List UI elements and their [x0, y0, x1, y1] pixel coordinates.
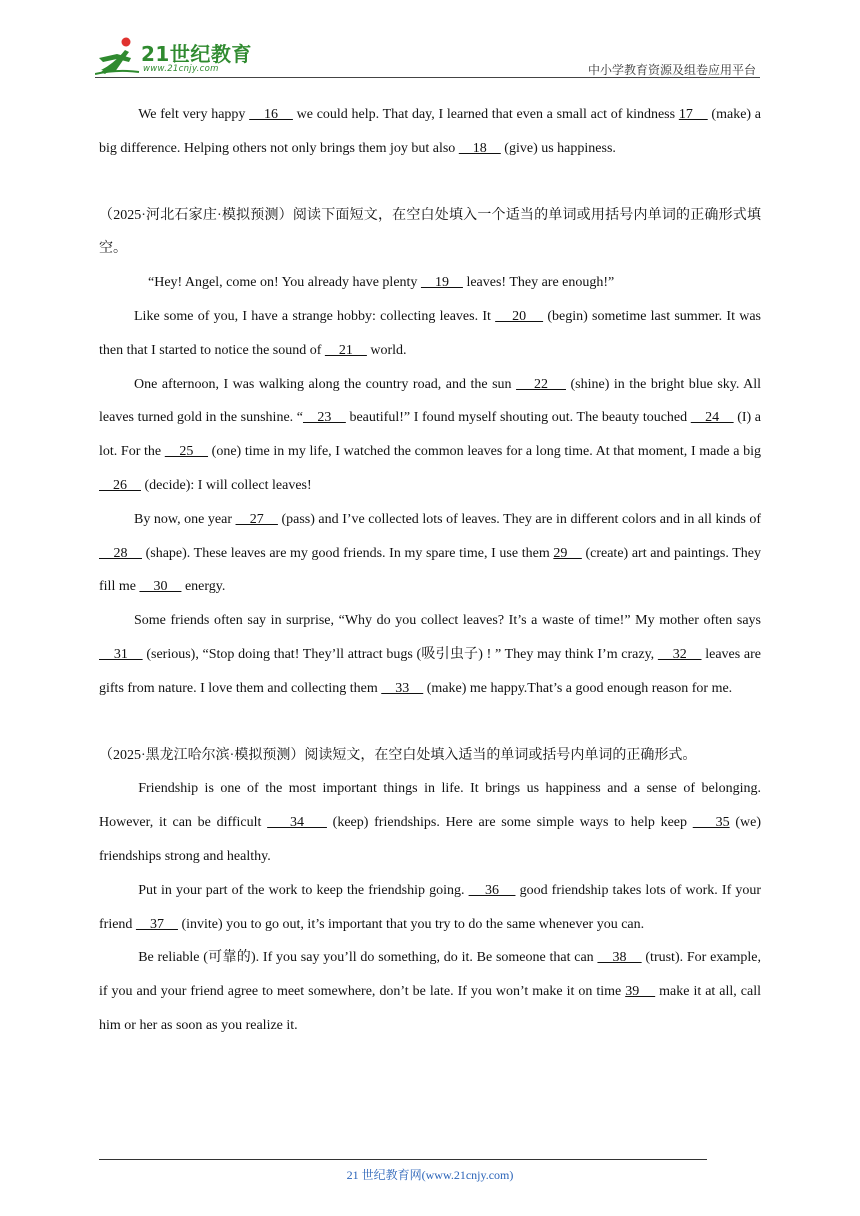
blank-answer[interactable]: 34: [267, 815, 327, 831]
text-run: good friendship takes lots of work. If your friend: [99, 882, 762, 932]
blank-answer[interactable]: 33: [381, 680, 424, 696]
text-run: We felt very happy: [138, 107, 250, 122]
blank-answer[interactable]: 20: [495, 308, 544, 324]
text-run: energy.: [181, 579, 226, 595]
text-run: leaves are gifts from nature. I love them and collecting them: [99, 646, 761, 696]
text-run: (serious), “Stop doing that! They’ll attract bugs (吸引虫子) ! ” They may think I’m crazy,: [142, 646, 658, 662]
text-run: (invite) you to go out, it’s important that you try to do the same whenever you can.: [177, 916, 645, 932]
blank-answer[interactable]: 30: [139, 579, 182, 595]
logo: [95, 36, 275, 76]
blank-answer[interactable]: 19: [420, 275, 463, 291]
text-run: (one) time in my life, I watched the common leaves for a long time. At that moment, I made a big: [208, 444, 761, 460]
text-run: (make) me happy.That’s a good enough reason for me.: [423, 680, 733, 696]
text-run: By now, one year: [134, 511, 236, 527]
blank-answer[interactable]: 23: [302, 410, 346, 426]
blank-answer[interactable]: 32: [657, 646, 702, 662]
text-run: (begin) sometime last summer. It was then that I started to notice the sound of: [99, 308, 761, 358]
text-run: leaves! They are enough!”: [462, 275, 615, 291]
text-run: world.: [366, 342, 407, 358]
text-run: (create) art and paintings. They fill me: [99, 545, 762, 595]
blank-answer[interactable]: 18: [458, 140, 501, 156]
blank-answer[interactable]: 27: [235, 511, 278, 527]
blank-answer[interactable]: 26: [99, 477, 141, 493]
blank-answer[interactable]: 24: [690, 410, 734, 426]
text-run: Be reliable (可靠的). If you say you’ll do something, do it. Be someone that can: [138, 950, 598, 966]
blank-answer[interactable]: 37: [135, 916, 178, 932]
text-run: Like some of you, I have a strange hobby: collecting leaves. It: [134, 308, 496, 324]
blank-answer[interactable]: 21: [324, 342, 367, 358]
runner-logo-icon: [95, 36, 141, 76]
blank-answer[interactable]: 36: [468, 882, 516, 898]
paragraph: [99, 98, 761, 166]
blank-answer[interactable]: 28: [99, 545, 142, 561]
text-run: (shine) in the bright blue sky. All leaves turned gold in the sunshine. “: [99, 376, 762, 426]
paragraph: [99, 368, 761, 503]
blank-answer[interactable]: 22: [516, 376, 566, 392]
text-run: (pass) and I’ve collected lots of leaves. They are in different colors and in all kinds of: [277, 511, 762, 527]
blank-answer[interactable]: 29: [553, 545, 582, 561]
text-run: (decide): I will collect leaves!: [141, 477, 312, 493]
paragraph: [99, 604, 761, 705]
blank-answer[interactable]: 25: [164, 444, 209, 460]
section-gap: [99, 706, 761, 739]
blank-answer[interactable]: 38: [597, 950, 642, 966]
section-intro: （2025·河北石家庄·模拟预测）阅读下面短文，在空白处填入一个适当的单词或用括号内单词的正确形式填空。: [99, 207, 761, 257]
text-run: Friendship is one of the most important things in life. It brings us happiness and a sense of belonging. However, it can be difficult: [99, 781, 761, 831]
footer-divider: [99, 1159, 707, 1160]
footer-text: 21 世纪教育网(www.21cnjy.com): [346, 1168, 514, 1182]
section-intro: （2025·黑龙江哈尔滨·模拟预测）阅读短文，在空白处填入适当的单词或括号内单词的正确形式。: [99, 747, 697, 763]
paragraph: [99, 772, 761, 873]
text-run: (keep) friendships. Here are some simple ways to help keep: [326, 815, 693, 831]
logo-url: www.21cnjy.com: [143, 64, 219, 74]
text-run: beautiful!” I found myself shouting out. The beauty touched: [345, 410, 691, 426]
text-run: One afternoon, I was walking along the country road, and the sun: [134, 376, 517, 392]
text-run: Put in your part of the work to keep the friendship going.: [138, 882, 469, 898]
blank-answer[interactable]: 35: [692, 815, 730, 831]
blank-answer[interactable]: 16: [249, 107, 293, 122]
blank-answer[interactable]: 31: [99, 646, 143, 662]
text-run: (make) a big difference. Helping others not only brings them joy but also: [99, 107, 762, 156]
document-body: [99, 98, 761, 1043]
text-run: (I) a lot. For the: [99, 410, 762, 460]
header-divider: [95, 77, 760, 78]
text-run: (trust). For example, if you and your friend agree to meet somewhere, don’t be late. If you won’t make it on time: [99, 950, 762, 1000]
paragraph: [99, 941, 761, 1042]
header-platform-text: 中小学教育资源及组卷应用平台: [587, 63, 756, 77]
paragraph: [99, 874, 761, 942]
text-run: (we) friendships strong and healthy.: [99, 815, 762, 864]
section-gap: [99, 166, 761, 199]
text-run: (shape). These leaves are my good friends. In my spare time, I use them: [141, 545, 554, 561]
text-run: make it at all, call him or her as soon as you realize it.: [99, 984, 761, 1033]
paragraph: [99, 300, 761, 368]
paragraph: [99, 266, 761, 300]
text-run: we could help. That day, I learned that even a small act of kindness: [292, 107, 679, 122]
blank-answer[interactable]: 17: [678, 107, 708, 122]
paragraph: [99, 503, 761, 604]
logo-text: 21世纪教育: [141, 42, 252, 66]
blank-answer[interactable]: 39: [625, 984, 656, 1000]
page-header: [95, 30, 760, 78]
text-run: (give) us happiness.: [500, 140, 616, 156]
text-run: Some friends often say in surprise, “Why do you collect leaves? It’s a waste of time!” My mother often says: [134, 613, 761, 629]
text-run: “Hey! Angel, come on! You already have plenty: [148, 275, 421, 291]
